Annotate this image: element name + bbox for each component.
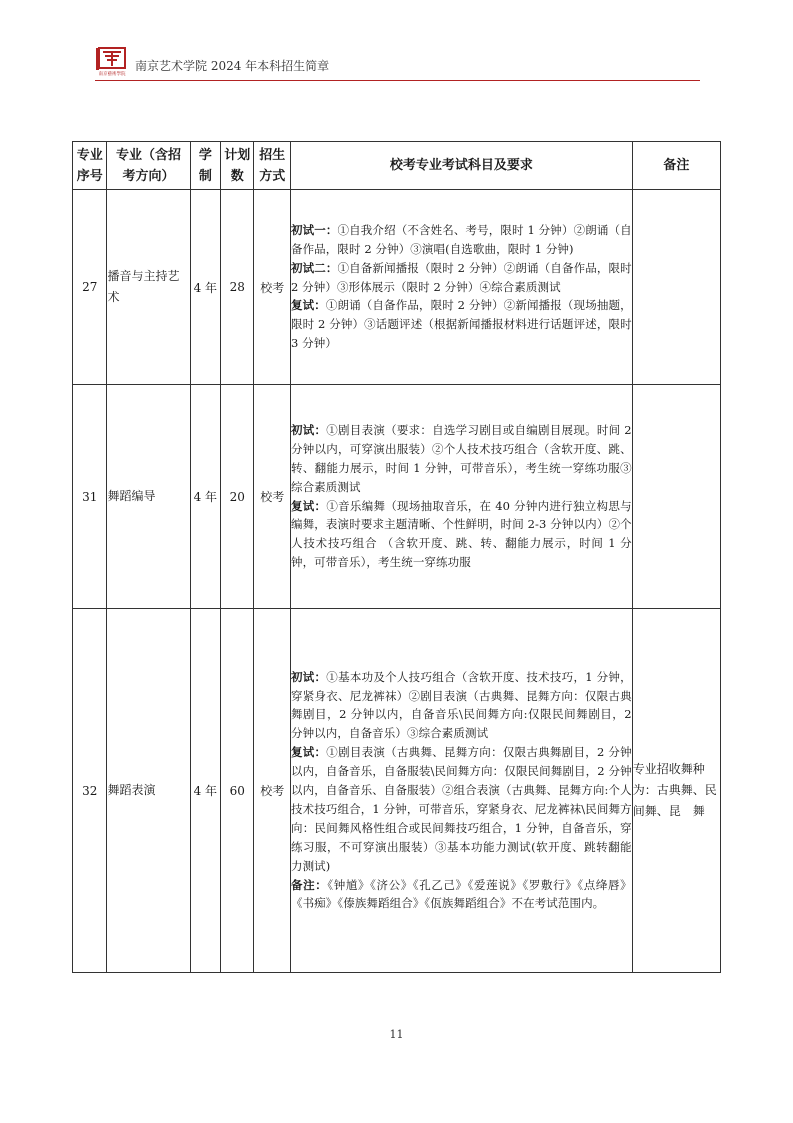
exam-item [291,296,632,353]
years-cell: 4 年 [190,385,220,609]
exam-item [291,668,632,744]
header-major: 专业（含招 考方向） [107,142,190,190]
svg-text:南京藝術學院: 南京藝術學院 [98,72,126,76]
mode-cell: 校考 [254,609,291,973]
table-row [73,385,721,609]
major-cell: 舞蹈表演 [107,609,190,973]
seq-cell: 31 [73,385,107,609]
exam-item-text: ①朗诵（自备作品，限时 2 分钟）②新闻播报（现场抽题，限时 2 分钟）③话题评述（根据新闻播报材料进行话题评述，限时 3 分钟） [290,298,632,351]
exam-item-label: 备注： [290,877,328,892]
remark-cell [632,385,720,609]
exam-item [291,876,632,914]
remark-cell: 专业招收舞种为：古典舞、民间舞、昆 舞 [632,609,720,973]
remark-cell [632,190,720,385]
exam-item [291,743,632,875]
mode-cell: 校考 [254,190,291,385]
major-cell: 舞蹈编导 [107,385,190,609]
exam-item-label: 复试： [290,298,326,313]
mode-cell: 校考 [254,385,291,609]
header-mode: 招生 方式 [254,142,291,190]
header-exam: 校考专业考试科目及要求 [290,142,632,190]
table-row [73,190,721,385]
exam-item [291,221,632,259]
major-cell: 播音与主持艺术 [107,190,190,385]
table-row [73,609,721,973]
document-title: 南京艺术学院 2024 年本科招生简章 [135,59,330,73]
exam-item-text: ①剧目表演（古典舞、昆舞方向：仅限古典舞剧目，2 分钟以内，自备音乐，自备服装\民间舞方向：仅限民间舞剧目，2 分钟以内，自备音乐、自备服装）②组合表演（古典舞、昆舞方向:个人技术技巧组合，1 分钟，可带音乐，穿紧身衣、尼龙裤袜\民间舞方向：民间舞风格性组合或民间舞技巧组合，1 分钟，自备音乐，穿练习服，不可穿演出服装）③基本功能力测试(软开度、跳转翻能力测试) [290,745,632,873]
plan-cell: 28 [221,190,254,385]
exam-item-label: 初试： [290,669,327,684]
exam-item-text: ①自我介绍（不含姓名、考号，限时 1 分钟）②朗诵（自备作品，限时 2 分钟）③演唱(自选歌曲，限时 1 分钟) [290,222,632,256]
header-plan: 计划 数 [221,142,254,190]
exam-item [291,421,632,497]
admissions-table [72,141,721,973]
university-logo [95,46,129,76]
exam-item-text: ①剧目表演（要求：自选学习剧目或自编剧目展现。时间 2 分钟以内，可穿演出服装）②个人技术技巧组合（含软开度、跳、转、翻能力展示，时间 1 分钟，可带音乐），考生统一穿练功服③综合素质测试 [290,422,632,494]
exam-item-text: ①基本功及个人技巧组合（含软开度、技术技巧，1 分钟，穿紧身衣、尼龙裤袜）②剧目表演（古典舞、昆舞方向：仅限古典舞剧目，2 分钟以内，自备音乐\民间舞方向:仅限民间舞剧目，2 分钟以内，自备音乐）③综合素质测试 [290,669,632,741]
header-years: 学 制 [190,142,220,190]
exam-item-text: 《钟馗》《济公》《孔乙己》《爱莲说》《罗敷行》《点绛唇》《书痴》《傣族舞蹈组合》《佤族舞蹈组合》不在考试范围内。 [290,877,632,911]
table-header-row [73,142,721,190]
exam-item [291,497,632,573]
exam-item-text: ①音乐编舞（现场抽取音乐，在 40 分钟内进行独立构思与编舞，表演时要求主题清晰、个性鲜明，时间 2-3 分钟以内）②个人技术技巧组合 （含软开度、跳、转、翻能力展示，时间 1 分钟，可带音乐），考生统一穿练功服 [290,498,632,570]
exam-requirements-cell [290,190,632,385]
header-divider [95,80,700,81]
exam-item [291,259,632,297]
years-cell: 4 年 [190,190,220,385]
exam-requirements-cell [290,609,632,973]
seq-cell: 32 [73,609,107,973]
header-remark: 备注 [632,142,720,190]
exam-item-label: 初试二： [290,260,338,275]
exam-item-label: 初试一： [290,222,338,237]
exam-item-label: 初试： [290,422,327,437]
seq-cell: 27 [73,190,107,385]
exam-requirements-cell [290,385,632,609]
header-seq: 专业 序号 [73,142,107,190]
exam-item-label: 复试： [290,745,327,760]
years-cell: 4 年 [190,609,220,973]
exam-item-label: 复试： [290,498,327,513]
page-number: 11 [389,1028,404,1041]
page-header [95,46,329,76]
plan-cell: 60 [221,609,254,973]
exam-item-text: ①自备新闻播报（限时 2 分钟）②朗诵（自备作品，限时 2 分钟）③形体展示（限时 2 分钟）④综合素质测试 [290,260,632,294]
plan-cell: 20 [221,385,254,609]
